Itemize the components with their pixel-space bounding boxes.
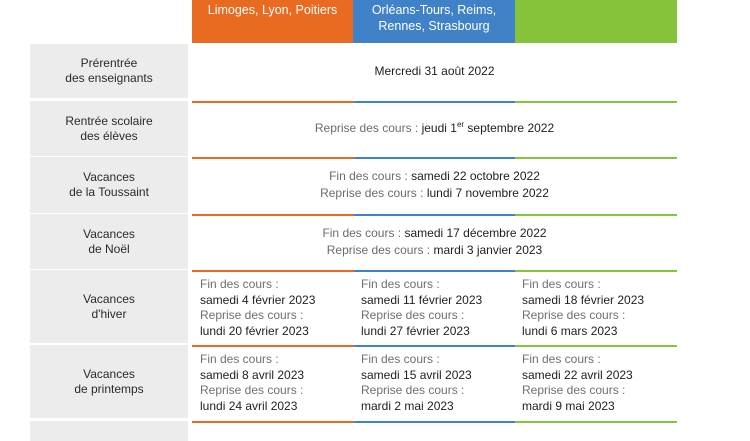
end-date: samedi 11 février 2023 [361, 292, 483, 307]
row-label-line: Vacances [83, 366, 135, 381]
row-label [30, 345, 188, 418]
row-label-line: Rentrée scolaire [65, 113, 153, 128]
row-label-line: de la Toussaint [69, 185, 149, 199]
end-label: Fin des cours : [522, 352, 601, 366]
rentree-date [422, 121, 555, 135]
end-line [322, 225, 546, 242]
row-rentree [30, 101, 677, 156]
end-label: Fin des cours : [200, 277, 279, 291]
row-label [30, 214, 188, 269]
row-content [192, 270, 677, 343]
row-next-partial [30, 421, 677, 441]
resume-label: Reprise des cours : [522, 383, 626, 397]
resume-prefix: Reprise des cours : [326, 242, 434, 257]
end-date: samedi 15 avril 2023 [361, 367, 472, 382]
row-label [30, 270, 188, 343]
end-date: samedi 17 décembre 2022 [404, 225, 547, 240]
resume-date: mardi 3 janvier 2023 [433, 242, 543, 257]
row-content [192, 101, 677, 156]
row-label-line: Vacances [83, 291, 135, 306]
row-label [30, 101, 188, 156]
zone-c-cell [514, 347, 675, 418]
end-prefix: Fin des cours : [322, 225, 405, 240]
rentree-date-line [315, 120, 554, 137]
zone-b-cell [353, 272, 514, 343]
resume-prefix: Reprise des cours : [314, 121, 422, 135]
row-toussaint [30, 157, 677, 213]
row-label-line: Vacances [83, 226, 135, 241]
zone-a-cell [192, 272, 353, 343]
row-label-line: de printemps [74, 381, 144, 396]
row-content [192, 214, 677, 269]
row-label [30, 157, 188, 213]
end-date: samedi 8 avril 2023 [200, 367, 305, 382]
zone-a-header [192, 0, 353, 43]
end-label: Fin des cours : [522, 277, 601, 291]
row-noel [30, 214, 677, 269]
zone-c-cell [514, 272, 675, 343]
zone-b-cell [353, 347, 514, 418]
resume-date: lundi 6 mars 2023 [522, 323, 618, 338]
rentree-date-post: septembre 2022 [464, 121, 555, 135]
rentree-date-pre: jeudi 1 [421, 121, 457, 135]
zone-c-header [515, 0, 677, 43]
row-content [192, 44, 677, 98]
resume-label: Reprise des cours : [200, 383, 304, 397]
row-content [192, 345, 677, 418]
resume-date: lundi 7 novembre 2022 [426, 186, 549, 200]
row-label [30, 421, 188, 441]
row-label-line: Prérentrée [80, 56, 138, 70]
row-prerentree [30, 44, 677, 98]
row-label-line: des enseignants [65, 71, 153, 85]
end-label: Fin des cours : [361, 277, 440, 291]
end-label: Fin des cours : [200, 352, 279, 366]
resume-label: Reprise des cours : [361, 383, 465, 397]
resume-label: Reprise des cours : [200, 308, 304, 322]
prerentree-date: Mercredi 31 août 2022 [374, 63, 495, 78]
zone-b-line: Orléans-Tours, Reims, [371, 3, 497, 17]
resume-date: mardi 2 mai 2023 [361, 398, 454, 413]
row-label-line: d'hiver [91, 306, 127, 321]
zone-a-cell [192, 347, 353, 418]
zone-b-header [353, 0, 515, 43]
resume-date: lundi 27 février 2023 [361, 323, 470, 338]
zone-a-line: Limoges, Lyon, Poitiers [207, 3, 338, 17]
resume-prefix: Reprise des cours : [320, 186, 427, 200]
resume-date: lundi 24 avril 2023 [200, 398, 298, 413]
resume-line [320, 185, 549, 202]
end-date: samedi 18 février 2023 [522, 292, 645, 307]
row-label [30, 44, 188, 98]
end-line [329, 168, 540, 185]
rentree-date-sup: er [456, 120, 465, 129]
end-date: samedi 22 octobre 2022 [411, 169, 540, 183]
zone-b-line: Rennes, Strasbourg [378, 19, 490, 33]
end-prefix: Fin des cours : [329, 169, 412, 183]
row-label-line: de Noël [88, 241, 130, 256]
row-hiver [30, 270, 677, 343]
resume-date: lundi 20 février 2023 [200, 323, 309, 338]
resume-date: mardi 9 mai 2023 [522, 398, 615, 413]
row-content [192, 421, 677, 441]
row-label-line: Vacances [83, 170, 135, 184]
end-label: Fin des cours : [361, 352, 440, 366]
row-printemps [30, 345, 677, 418]
row-label-line: des élèves [80, 128, 138, 143]
resume-line [327, 242, 542, 259]
resume-label: Reprise des cours : [522, 308, 626, 322]
resume-label: Reprise des cours : [361, 308, 465, 322]
end-date: samedi 4 février 2023 [200, 292, 316, 307]
row-content [192, 157, 677, 213]
end-date: samedi 22 avril 2023 [522, 367, 633, 382]
